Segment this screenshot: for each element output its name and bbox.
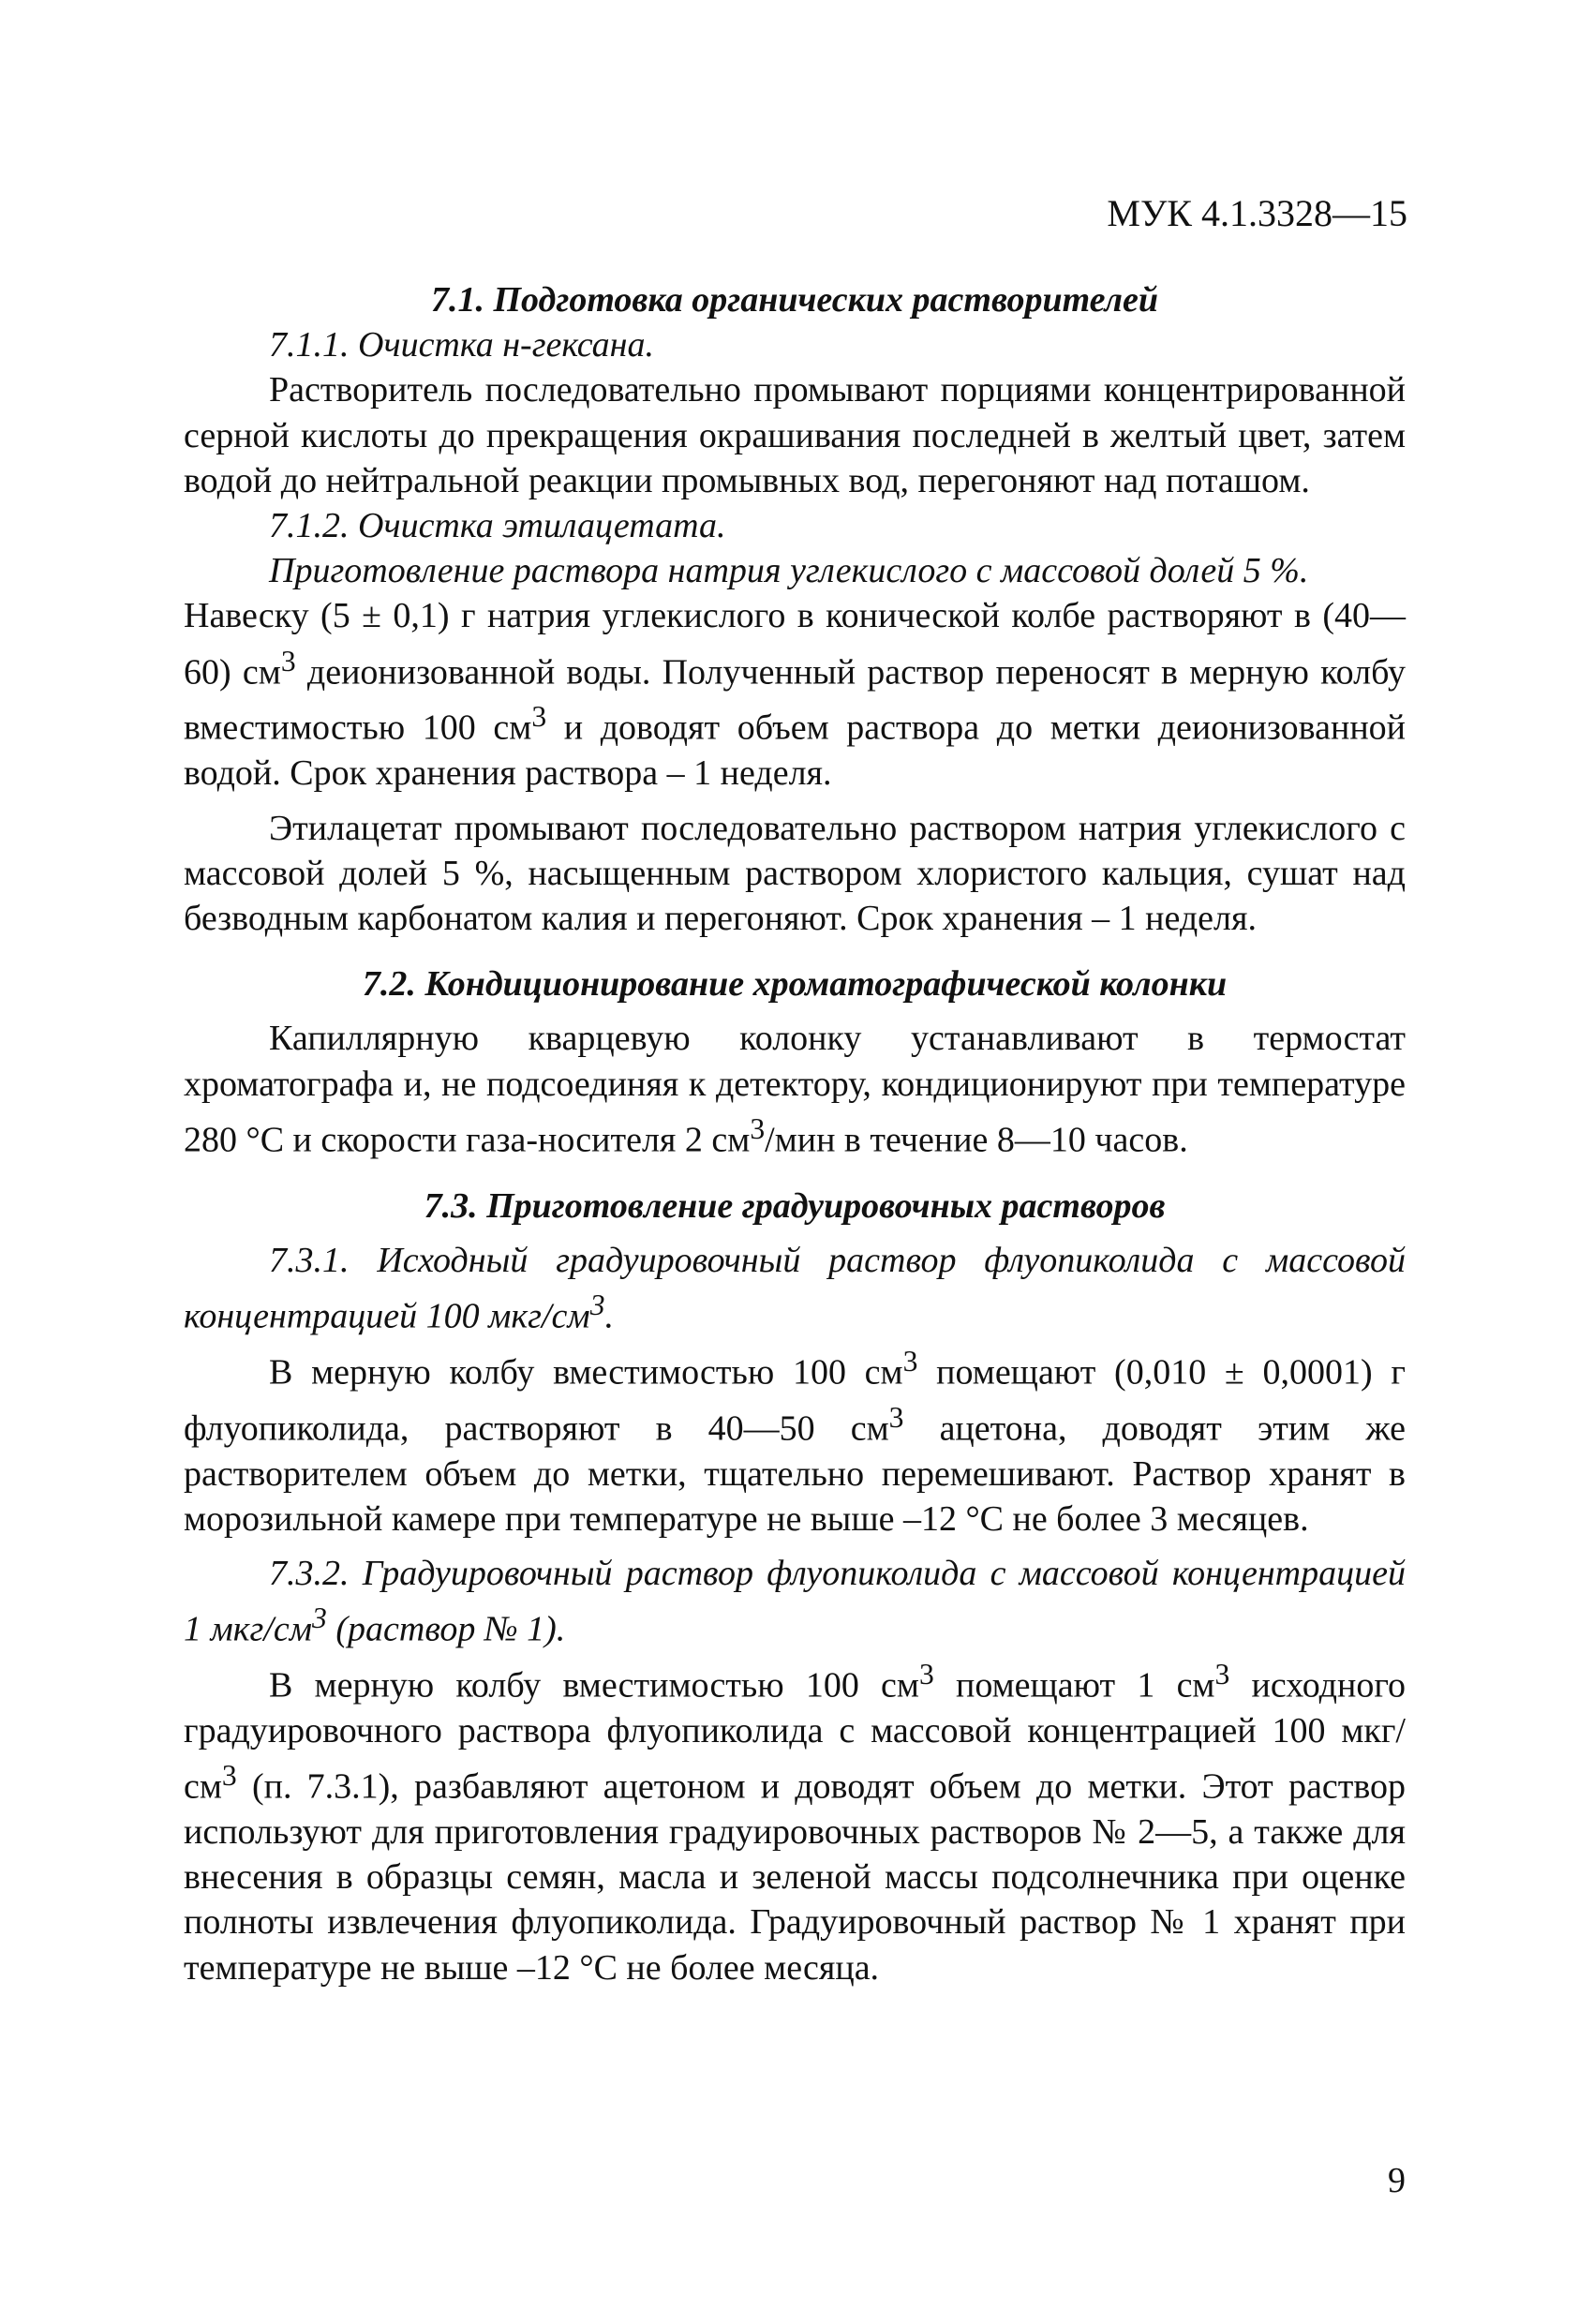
section-heading-7-3: 7.3. Приготовление градуировочных растворов	[424, 1185, 1166, 1226]
subsection-heading-7-3-1	[184, 1238, 1406, 1339]
text-run: В мерную колбу вместимостью 100 см	[269, 1665, 919, 1706]
text-run: и доводят объем раствора до метки деионизованной водой. Срок хранения раствора – 1 неделя.	[184, 708, 1406, 794]
text-run: помещают (0,010 ± 0,0001) г флуопиколида, растворяют в 40—50 см	[184, 1352, 1406, 1449]
text-run: 7.3.1. Исходный градуировочный раствор флуопиколида с массовой концентрацией 100 мкг/см	[184, 1240, 1406, 1336]
paragraph-sodium-carbonate-preparation	[184, 593, 1406, 796]
text-run: Капиллярную кварцевую колонку устанавливают в термостат хроматографа и, не подсоединяя к детектору, кондиционируют при температуре 280 °С и скорости газа-носителя 2 см	[184, 1019, 1406, 1160]
text-run: 7.3.2. Градуировочный раствор флуопиколида с массовой концентрацией 1 мкг/см	[184, 1554, 1406, 1649]
text-run: ацетона, доводят этим же растворителем объем до метки, тщательно перемешивают. Раствор хранят в морозильной камере при температуре не выше –12 °С не более 3 месяцев.	[184, 1408, 1406, 1539]
text-run: (раствор № 1).	[326, 1609, 566, 1649]
subsection-heading-7-1-1: 7.1.1. Очистка н-гексана.	[269, 325, 654, 365]
superscript-3: 3	[531, 700, 547, 734]
sub-heading-sodium-carbonate-solution: Приготовление раствора натрия углекислого с массовой долей 5 %.	[269, 551, 1309, 591]
paragraph-solution-1	[184, 1652, 1406, 1990]
text-run: В мерную колбу вместимостью 100 см	[269, 1352, 903, 1393]
text-run: /мин в течение 8—10 часов.	[765, 1120, 1188, 1160]
section-heading-7-2: 7.2. Кондиционирование хроматографической колонки	[362, 964, 1228, 1005]
paragraph-hexane-cleaning: Растворитель последовательно промывают порциями концентрированной серной кислоты до прекращения окрашивания последней в желтый цвет, затем водой до нейтральной реакции промывных вод, перегоняют над поташом.	[184, 370, 1406, 500]
superscript-3: 3	[280, 644, 296, 678]
document-code-header: МУК 4.1.3328—15	[1107, 192, 1407, 234]
subsection-heading-7-1-2: 7.1.2. Очистка этилацетата.	[269, 506, 726, 546]
superscript-3: 3	[312, 1601, 327, 1635]
text-run: деионизованной воды. Полученный раствор переносят в мерную колбу вместимостью 100 см	[184, 652, 1406, 749]
document-body	[184, 277, 1406, 1990]
text-run: Навеску (5 ± 0,1) г натрия углекислого в конической колбе растворяют в (40—60) см	[184, 596, 1406, 693]
section-heading-7-1: 7.1. Подготовка органических растворителей	[430, 280, 1159, 320]
superscript-3: 3	[902, 1344, 918, 1378]
text-run: (п. 7.3.1), разбавляют ацетоном и доводят объем до метки. Этот раствор используют для приготовления градуировочных растворов № 2—5, а также для внесения в образцы семян, масла и зеленой массы подсолнечника при оценке полноты извлечения флуопиколида. Градуировочный раствор № 1 хранят при температуре не выше –12 °С не более месяца.	[184, 1766, 1406, 1988]
superscript-3: 3	[589, 1289, 605, 1322]
superscript-3: 3	[888, 1400, 904, 1434]
superscript-3: 3	[750, 1111, 766, 1145]
superscript-3: 3	[221, 1759, 237, 1793]
text-run: исходного градуировочного раствора флуопиколида с массовой концентрацией 100 мкг/см	[184, 1665, 1406, 1807]
superscript-3: 3	[1214, 1658, 1230, 1691]
text-run: помещают 1 см	[933, 1665, 1215, 1706]
superscript-3: 3	[918, 1658, 934, 1691]
subsection-heading-7-3-2	[184, 1551, 1406, 1652]
paragraph-column-conditioning	[184, 1016, 1406, 1162]
paragraph-stock-solution	[184, 1339, 1406, 1542]
page-number: 9	[1388, 2161, 1406, 2200]
text-run: .	[604, 1296, 615, 1336]
paragraph-ethyl-acetate-cleaning: Этилацетат промывают последовательно раствором натрия углекислого с массовой долей 5 %, насыщенным раствором хлористого кальция, сушат над безводным карбонатом калия и перегоняют. Срок хранения – 1 неделя.	[184, 808, 1406, 938]
